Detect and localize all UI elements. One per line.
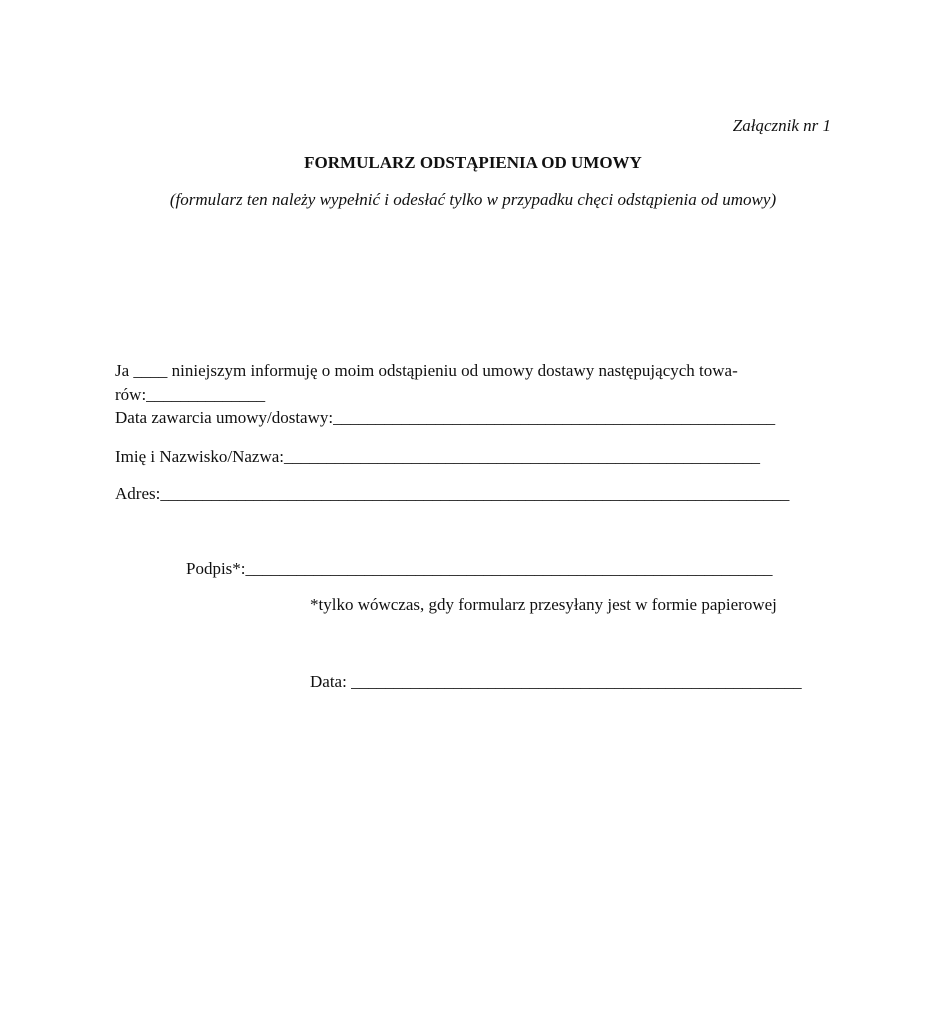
- statement-line-2: rów:______________: [115, 385, 266, 404]
- signature-note: *tylko wówczas, gdy formularz przesyłany jest w formie papierowej: [310, 595, 777, 614]
- document-title: FORMULARZ ODSTĄPIENIA OD UMOWY: [304, 153, 642, 172]
- contract-date-field: Data zawarcia umowy/dostawy:____________________________________________________: [115, 408, 776, 427]
- name-field: Imię i Nazwisko/Nazwa:________________________________________________________: [115, 447, 760, 466]
- address-field: Adres:__________________________________________________________________________: [115, 484, 790, 503]
- statement-line-1: Ja ____ niniejszym informuję o moim odstąpieniu od umowy dostawy następujących towa-: [115, 361, 738, 380]
- signature-field: Podpis*:______________________________________________________________: [186, 559, 773, 578]
- document-subtitle: (formularz ten należy wypełnić i odesłać tylko w przypadku chęci odstąpienia od umowy): [169, 190, 777, 209]
- date-field: Data: _____________________________________________________: [310, 672, 802, 691]
- attachment-label: Załącznik nr 1: [732, 116, 831, 135]
